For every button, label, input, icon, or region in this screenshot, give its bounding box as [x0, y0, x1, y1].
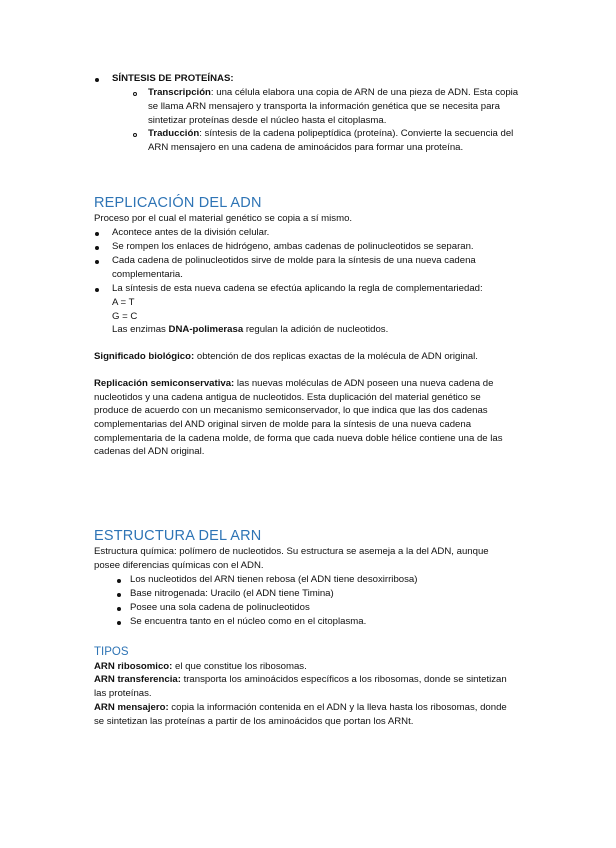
bullet-icon: [117, 607, 121, 611]
semicons-line-6: cadenas del ADN original.: [94, 446, 205, 457]
bullet-icon: [117, 579, 121, 583]
tipos-title: TIPOS: [94, 646, 129, 658]
tipo-transferencia-line-1: ARN transferencia: transporta los aminoácidos específicos a los ribosomas, donde se sintetizan: [94, 674, 507, 685]
transcripcion-line-2: se llama ARN mensajero y transporta la información genética que se necesita para: [148, 101, 500, 112]
enzymes-line: Las enzimas DNA-polimerasa regulan la adición de nucleotidos.: [112, 324, 389, 335]
significado-paragraph: Significado biológico: obtención de dos replicas exactas de la molécula de ADN original.: [94, 351, 478, 362]
pair-g-c: G = C: [112, 311, 138, 322]
estructura-title: ESTRUCTURA DEL ARN: [94, 528, 262, 544]
estructura-intro-line-1: Estructura química: polímero de nucleotidos. Su estructura se asemeja a la del ADN, aunque: [94, 546, 489, 557]
semicons-line-4: complementarias del AND original sirven de molde para la síntesis de una nueva cadena: [94, 419, 472, 430]
traduccion-label: Traducción: [148, 128, 200, 139]
estructura-bullet-1: Los nucleotidos del ARN tienen rebosa (el ADN tiene desoxirribosa): [130, 574, 418, 585]
replicacion-title: REPLICACIÓN DEL ADN: [94, 195, 262, 211]
semicons-line-2: nucleotidos y una cadena antigua de nucleotidos. Esta duplicación del material genético se: [94, 392, 481, 403]
semicons-label: Replicación semiconservativa:: [94, 378, 235, 389]
tipo-mensajero-line-1: ARN mensajero: copia la información contenida en el ADN y la lleva hasta los ribosomas, donde: [94, 702, 507, 713]
bullet-icon: [95, 232, 99, 236]
significado-label: Significado biológico:: [94, 351, 195, 362]
tipo-mensajero-line-2: se sintetizan las proteínas a partir de los aminoácidos que portan los ARNt.: [94, 716, 414, 727]
traduccion-line-2: ARN mensajero en una cadena de aminoácidos para formar una proteína.: [148, 142, 464, 153]
estructura-intro-line-2: posee diferencias químicas con el ADN.: [94, 560, 264, 571]
replicacion-bullet-3-line-2: complementaria.: [112, 269, 183, 280]
semicons-line-5: complementaria de la cadena molde, de forma que cada nueva doble hélice contiene una de las: [94, 433, 503, 444]
replicacion-bullet-1: Acontece antes de la división celular.: [112, 227, 270, 238]
replicacion-bullet-4: La síntesis de esta nueva cadena se efectúa aplicando la regla de complementariedad:: [112, 283, 483, 294]
bullet-icon: [117, 621, 121, 625]
semicons-line-1: Replicación semiconservativa: las nuevas moléculas de ADN poseen una nueva cadena de: [94, 378, 494, 389]
traduccion-line-1: Traducción: síntesis de la cadena polipeptídica (proteína). Convierte la secuencia del: [148, 128, 514, 139]
transcripcion-label: Transcripción: [148, 87, 211, 98]
transcripcion-line-1: Transcripción: una célula elabora una copia de ARN de una pieza de ADN. Esta copia: [148, 87, 519, 98]
replicacion-intro: Proceso por el cual el material genético se copia a sí mismo.: [94, 213, 353, 224]
estructura-bullet-3: Posee una sola cadena de polinucleotidos: [130, 602, 310, 613]
replicacion-bullet-2: Se rompen los enlaces de hidrógeno, ambas cadenas de polinucleotidos se separan.: [112, 241, 474, 252]
tipo-transferencia-line-2: las proteínas.: [94, 688, 152, 699]
mensajero-label: ARN mensajero:: [94, 702, 169, 713]
estructura-bullet-2: Base nitrogenada: Uracilo (el ADN tiene Timina): [130, 588, 334, 599]
bullet-icon: [95, 78, 99, 82]
bullet-icon: [95, 288, 99, 292]
estructura-bullet-4: Se encuentra tanto en el núcleo como en el citoplasma.: [130, 616, 367, 627]
pair-a-t: A = T: [112, 297, 135, 308]
bullet-icon: [95, 260, 99, 264]
circle-bullet-icon: [133, 133, 137, 137]
circle-bullet-icon: [133, 92, 137, 96]
semicons-line-3: produce de acuerdo con un mecanismo semiconservador, lo que indica que las dos cadenas: [94, 405, 488, 416]
bullet-icon: [117, 593, 121, 597]
sintesis-heading: SÍNTESIS DE PROTEÍNAS:: [112, 73, 234, 84]
replicacion-bullet-3-line-1: Cada cadena de polinucleotidos sirve de molde para la síntesis de una nueva cadena: [112, 255, 476, 266]
transcripcion-line-3: sintetizar proteínas desde el núcleo hasta el citoplasma.: [148, 115, 387, 126]
transferencia-label: ARN transferencia:: [94, 674, 181, 685]
bullet-icon: [95, 246, 99, 250]
ribosomico-label: ARN ribosomico:: [94, 661, 173, 672]
enzyme-name: DNA-polimerasa: [168, 324, 244, 335]
tipo-ribosomico: ARN ribosomico: el que constitue los ribosomas.: [94, 661, 307, 672]
